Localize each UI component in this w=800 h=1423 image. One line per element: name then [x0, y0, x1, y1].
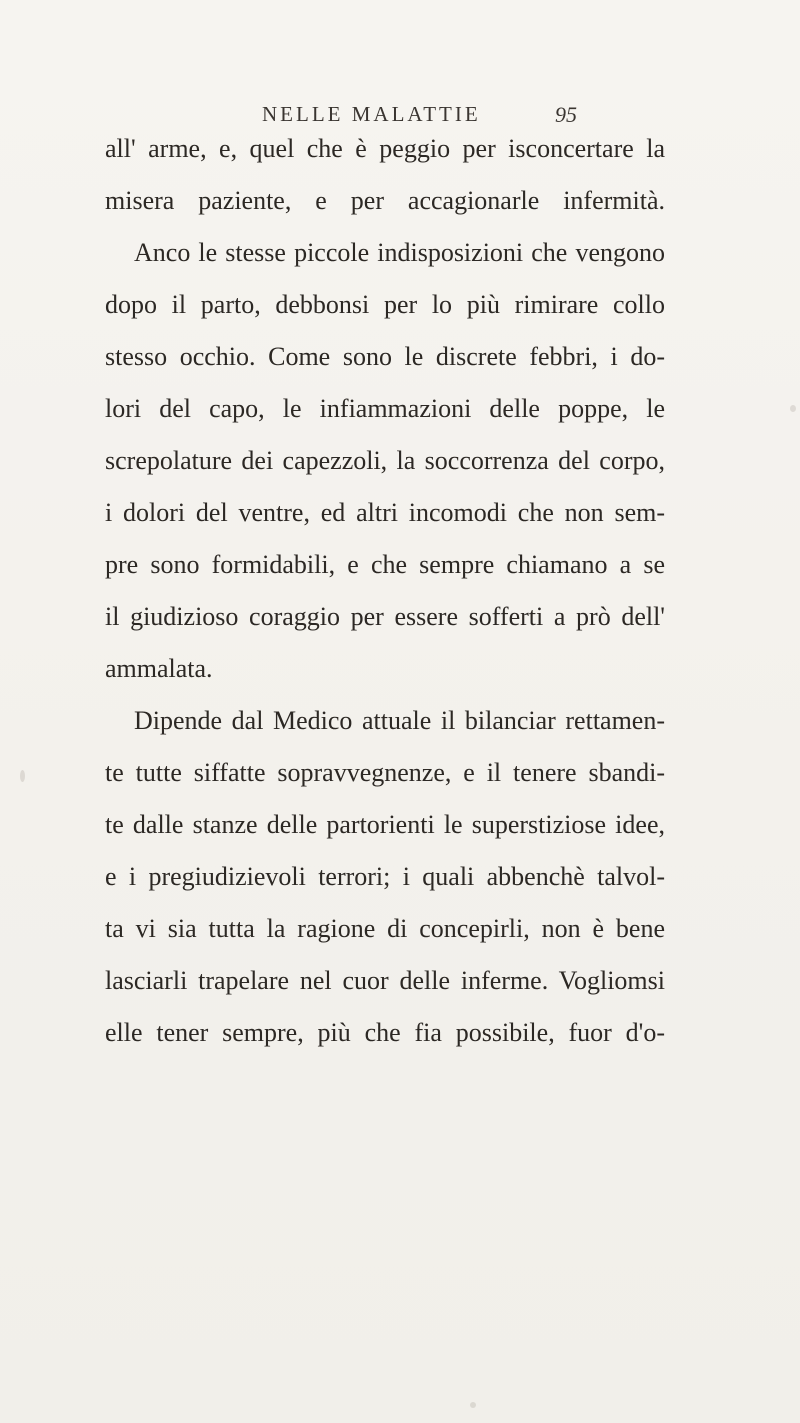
ink-speck — [470, 1402, 476, 1408]
text-line: elle tener sempre, più che fia possibile, fuor d'o- — [105, 1018, 665, 1047]
text-line: ammalata. — [105, 654, 213, 683]
text-line: i dolori del ventre, ed altri incomodi che non sem- — [105, 498, 665, 527]
text-line: lori del capo, le infiammazioni delle poppe, le — [105, 394, 665, 423]
running-head — [0, 92, 800, 132]
text-line: lasciarli trapelare nel cuor delle inferme. Vogliomsi — [105, 966, 665, 995]
text-line: Dipende dal Medico attuale il bilanciar rettamen- — [134, 706, 665, 735]
page-number: 95 — [555, 102, 577, 127]
text-line: dopo il parto, debbonsi per lo più rimirare collo — [105, 290, 665, 319]
text-line: stesso occhio. Come sono le discrete febbri, i do- — [105, 342, 665, 371]
text-line: il giudizioso coraggio per essere sofferti a prò dell' — [105, 602, 665, 631]
text-line: ta vi sia tutta la ragione di concepirli, non è bene — [105, 914, 665, 943]
running-title: NELLE MALATTIE — [262, 102, 481, 126]
text-line: screpolature dei capezzoli, la soccorrenza del corpo, — [105, 446, 665, 475]
text-line: te dalle stanze delle partorienti le superstiziose idee, — [105, 810, 665, 839]
text-line: all' arme, e, quel che è peggio per isconcertare la — [105, 134, 665, 163]
text-line: misera paziente, e per accagionarle infermità. — [105, 186, 665, 215]
text-line: e i pregiudizievoli terrori; i quali abbenchè talvol- — [105, 862, 665, 891]
text-line: Anco le stesse piccole indisposizioni che vengono — [134, 238, 665, 267]
text-line: te tutte siffatte sopravvegnenze, e il tenere sbandi- — [105, 758, 665, 787]
ink-speck — [790, 405, 796, 412]
ink-speck — [20, 770, 25, 782]
text-line: pre sono formidabili, e che sempre chiamano a se — [105, 550, 665, 579]
